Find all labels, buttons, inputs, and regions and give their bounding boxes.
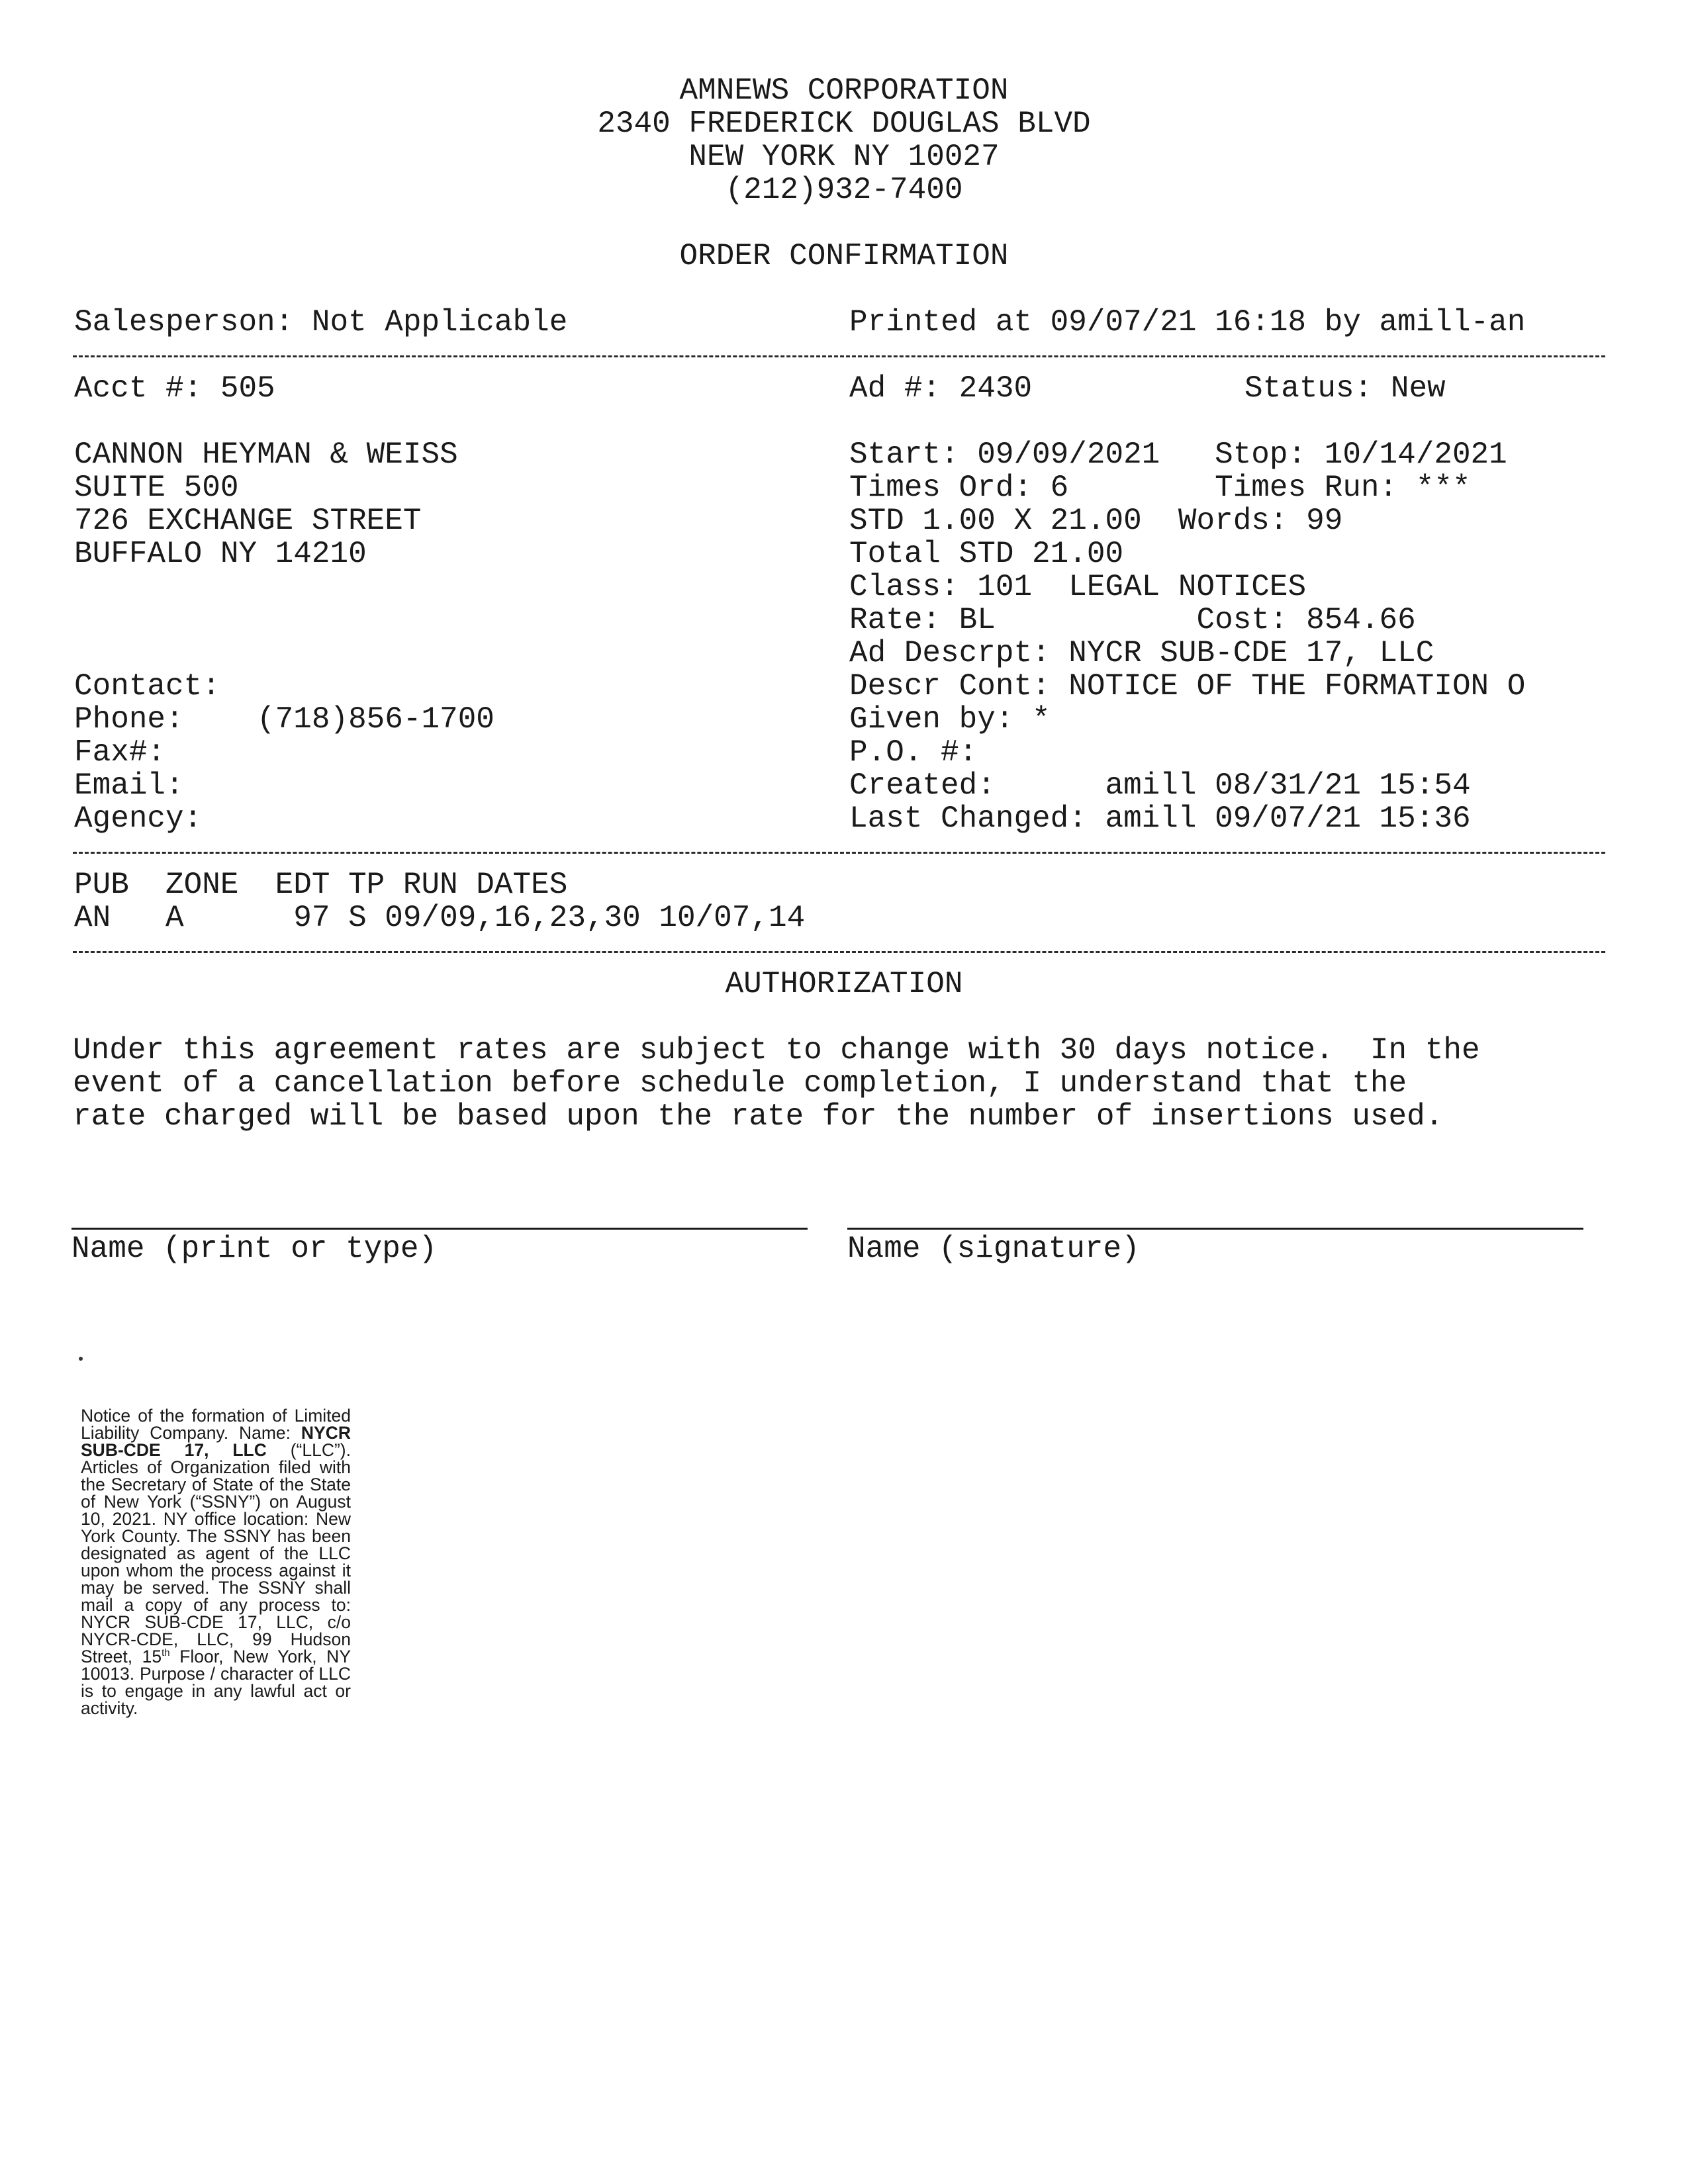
notice-text-1: Notice of the formation of Limited Liability Company. Name:: [81, 1406, 351, 1443]
stray-mark: [79, 1357, 83, 1361]
total-std: Total STD 21.00: [849, 537, 1124, 571]
authorization-line-3: rate charged will be based upon the rate for the number of insertions used.: [73, 1099, 1444, 1134]
notice-text-2: (“LLC”). Articles of Organization filed with the Secretary of State of the State of New York (“SSNY”) on August 10, 2021. NY office location: New York County. The SSNY has been designated as agent of the LLC upon whom the process against it may be served. The SSNY shall mail a copy of any process to: NYCR SUB-CDE 17, LLC, c/o NYCR-CDE, LLC, 99 Hudson Street, 15: [81, 1440, 351, 1666]
last-changed: Last Changed: amill 09/07/21 15:36: [849, 801, 1471, 836]
description-continued: Descr Cont: NOTICE OF THE FORMATION O: [849, 669, 1526, 704]
ad-description: Ad Descrpt: NYCR SUB-CDE 17, LLC: [849, 636, 1434, 670]
run-dates-header: PUB ZONE EDT TP RUN DATES: [74, 868, 568, 902]
customer-street: 726 EXCHANGE STREET: [74, 504, 422, 538]
printed-info: Printed at 09/07/21 16:18 by amill-an: [849, 305, 1526, 340]
authorization-line-2: event of a cancellation before schedule completion, I understand that the: [73, 1066, 1407, 1101]
times: Times Ord: 6 Times Run: ***: [849, 471, 1471, 505]
run-dates-row: AN A 97 S 09/09,16,23,30 10/07,14: [74, 901, 806, 935]
customer-suite: SUITE 500: [74, 471, 239, 505]
document-title: ORDER CONFIRMATION: [679, 239, 1009, 273]
customer-name: CANNON HEYMAN & WEISS: [74, 437, 458, 472]
name-signature-label: Name (signature): [847, 1232, 1140, 1266]
po-number: P.O. #:: [849, 735, 978, 770]
legal-notice-clipping: [81, 1407, 351, 1717]
notice-llc-name: NYCR SUB-CDE 17, LLC: [81, 1423, 351, 1460]
divider: [73, 355, 1605, 357]
rate-cost: Rate: BL Cost: 854.66: [849, 603, 1416, 637]
company-phone: (212)932-7400: [725, 173, 963, 207]
fax-label: Fax#:: [74, 735, 166, 770]
start-stop: Start: 09/09/2021 Stop: 10/14/2021: [849, 437, 1507, 472]
email-label: Email:: [74, 768, 184, 803]
contact-label: Contact:: [74, 669, 220, 704]
signature-line[interactable]: [847, 1228, 1583, 1230]
status: Status: New: [1244, 371, 1446, 406]
notice-text-3: Floor, New York, NY 10013. Purpose / character of LLC is to engage in any lawful act or activity.: [81, 1647, 351, 1718]
salesperson: Salesperson: Not Applicable: [74, 305, 568, 340]
authorization-title: AUTHORIZATION: [725, 967, 963, 1001]
customer-city: BUFFALO NY 14210: [74, 537, 367, 571]
name-print-label: Name (print or type): [71, 1232, 438, 1266]
divider: [73, 951, 1605, 953]
std-words: STD 1.00 X 21.00 Words: 99: [849, 504, 1343, 538]
agency-label: Agency:: [74, 801, 203, 836]
authorization-line-1: Under this agreement rates are subject to change with 30 days notice. In the: [73, 1033, 1480, 1068]
class: Class: 101 LEGAL NOTICES: [849, 570, 1307, 604]
divider: [73, 852, 1605, 854]
company-address: 2340 FREDERICK DOUGLAS BLVD: [597, 107, 1091, 141]
notice-superscript: th: [162, 1647, 170, 1659]
phone: Phone: (718)856-1700: [74, 702, 494, 737]
company-city: NEW YORK NY 10027: [688, 140, 1000, 174]
print-name-line[interactable]: [71, 1228, 808, 1230]
given-by: Given by: *: [849, 702, 1051, 737]
ad-number: Ad #: 2430: [849, 371, 1033, 406]
company-name: AMNEWS CORPORATION: [679, 73, 1009, 108]
created: Created: amill 08/31/21 15:54: [849, 768, 1471, 803]
account-number: Acct #: 505: [74, 371, 275, 406]
